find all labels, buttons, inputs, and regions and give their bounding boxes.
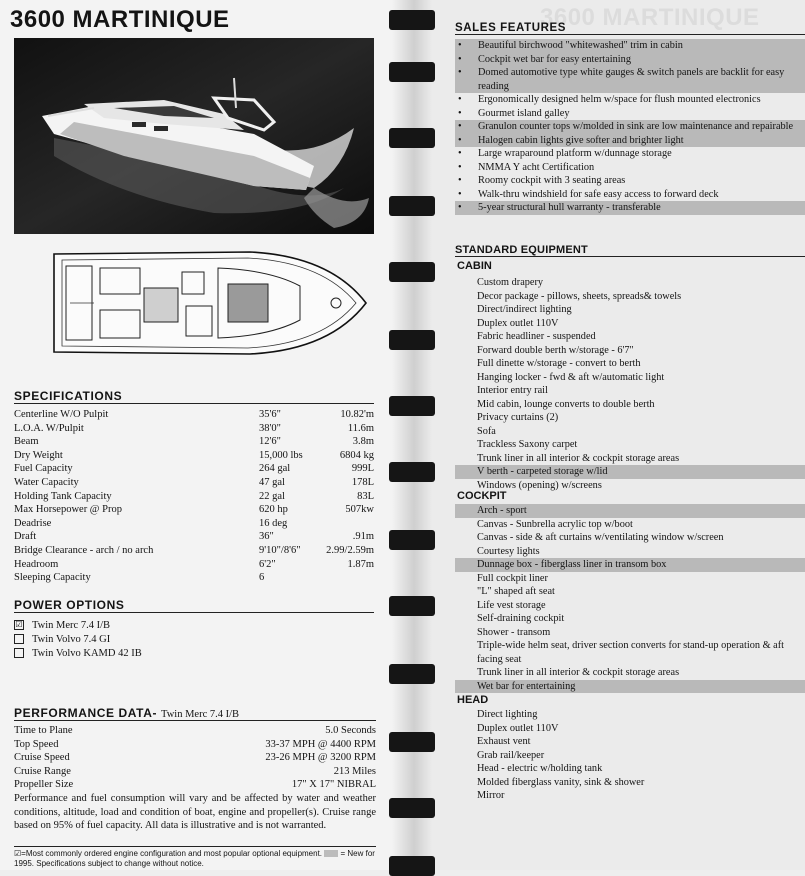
spec-imperial: 6	[259, 572, 265, 584]
spec-label: Bridge Clearance - arch / no arch	[14, 544, 154, 556]
performance-value: 17" X 17" NIBRAL	[291, 779, 376, 791]
performance-label: Time to Plane	[14, 725, 73, 736]
bleed-through-title: 3600 MARTINIQUE	[540, 4, 760, 31]
spec-imperial: 264 gal	[259, 463, 291, 475]
spec-row	[14, 530, 374, 544]
spec-label: Fuel Capacity	[14, 463, 73, 475]
list-item: • Domed automotive type white gauges & switch panels are backlit for easy reading	[455, 66, 805, 93]
list-item: • Walk-thru windshield for safe easy access to forward deck	[455, 188, 805, 202]
list-item: Trunk liner in all interior & cockpit storage areas	[477, 667, 680, 678]
binding-ring	[389, 596, 435, 616]
spec-row	[14, 517, 374, 531]
spec-row	[14, 503, 374, 517]
spec-imperial: 36"	[259, 531, 274, 543]
list-item: Trackless Saxony carpet	[477, 439, 578, 450]
performance-label: Propeller Size	[14, 779, 74, 791]
list-item: Shower - transom	[477, 626, 551, 638]
performance-value: 33-37 MPH @ 4400 RPM	[265, 738, 376, 750]
spec-row	[14, 571, 374, 585]
list-item: Triple-wide helm seat, driver section converts for stand-up operation & aft facing seat	[477, 640, 785, 665]
footnote-text: =Most commonly ordered engine configuration and most popular optional equipment.	[21, 849, 323, 858]
spec-imperial: 22 gal	[259, 490, 285, 502]
spec-metric: 507kw	[345, 504, 374, 516]
spec-label: Dry Weight	[14, 449, 63, 461]
spec-imperial: 9'10"/8'6"	[259, 544, 301, 556]
binding-ring	[389, 396, 435, 416]
spec-label: Water Capacity	[14, 476, 79, 488]
power-options-heading: POWER OPTIONS	[14, 598, 374, 613]
performance-row	[14, 738, 376, 752]
deck-plan-drawing	[50, 246, 368, 360]
list-item: • 5-year structural hull warranty - transferable	[455, 201, 805, 215]
spec-metric	[311, 517, 374, 531]
list-item: Trunk liner in all interior & cockpit storage areas	[477, 452, 680, 464]
list-item: • Beautiful birchwood "whitewashed" trim in cabin	[455, 39, 805, 53]
spec-label: Headroom	[14, 558, 59, 570]
binding-ring	[389, 530, 435, 550]
list-item: Courtesy lights	[477, 545, 540, 557]
spec-label: Centerline W/O Pulpit	[14, 409, 109, 420]
binding-ring	[389, 798, 435, 818]
spec-row	[14, 490, 374, 504]
binding-ring	[389, 62, 435, 82]
performance-label: Top Speed	[14, 738, 59, 750]
list-item: Grab rail/keeper	[477, 749, 545, 761]
performance-value: 213 Miles	[333, 765, 376, 777]
list-item: • Large wraparound platform w/dunnage storage	[455, 147, 805, 161]
spec-row	[14, 462, 374, 476]
list-item: • Granulon counter tops w/molded in sink are low maintenance and repairable	[455, 120, 805, 134]
checkbox-icon	[14, 634, 24, 644]
power-option	[14, 618, 142, 632]
list-item: "L" shaped aft seat	[477, 586, 555, 597]
list-item: Life vest storage	[477, 599, 546, 611]
cockpit-heading: COCKPIT	[457, 490, 507, 502]
spec-row	[14, 449, 374, 463]
list-item: • Cockpit wet bar for easy entertaining	[455, 53, 805, 67]
power-option-label: Twin Volvo KAMD 42 IB	[32, 647, 142, 659]
binding-ring	[389, 462, 435, 482]
spec-metric	[311, 571, 374, 585]
spec-metric: 10.82'm	[340, 409, 374, 420]
list-item: Dunnage box - fiberglass liner in transom box	[455, 558, 805, 572]
list-item: Exhaust vent	[477, 736, 531, 747]
specifications-table	[14, 408, 374, 585]
spec-row	[14, 476, 374, 490]
performance-label: Cruise Speed	[14, 752, 70, 764]
list-item: Direct lighting	[477, 709, 538, 720]
spec-metric: 2.99/2.59m	[326, 544, 374, 556]
list-item: Full cockpit liner	[477, 572, 548, 584]
spec-row	[14, 544, 374, 558]
list-item: Self-draining cockpit	[477, 613, 565, 624]
list-item: V berth - carpeted storage w/lid	[455, 465, 805, 479]
list-item: Mirror	[477, 790, 505, 801]
spec-metric: 999L	[351, 463, 374, 475]
list-item: Duplex outlet 110V	[477, 317, 559, 329]
spec-label: L.O.A. W/Pulpit	[14, 422, 84, 434]
list-item: Arch - sport	[455, 504, 805, 518]
performance-table	[14, 724, 376, 792]
spec-imperial: 12'6"	[259, 436, 281, 448]
list-item: Direct/indirect lighting	[477, 304, 572, 315]
head-list	[455, 708, 805, 803]
spec-imperial: 35'6"	[259, 409, 281, 420]
performance-row	[14, 765, 376, 779]
page-title: 3600 MARTINIQUE	[10, 6, 230, 33]
list-item: Duplex outlet 110V	[477, 722, 559, 734]
spec-imperial: 16 deg	[259, 517, 288, 529]
list-item: Canvas - side & aft curtains w/ventilating window w/screen	[477, 532, 724, 543]
checkbox-checked-icon: ☑	[14, 849, 22, 858]
performance-row	[14, 778, 376, 792]
list-item: Full dinette w/storage - convert to berth	[477, 358, 641, 369]
spec-metric: 1.87m	[347, 558, 374, 570]
list-item: Molded fiberglass vanity, sink & shower	[477, 776, 645, 788]
boat-photo	[14, 38, 374, 234]
list-item: Head - electric w/holding tank	[477, 763, 603, 774]
new-highlight-swatch	[324, 850, 338, 857]
sales-features-list	[455, 39, 805, 215]
list-item: • Roomy cockpit with 3 seating areas	[455, 174, 805, 188]
binding-ring	[389, 10, 435, 30]
spec-label: Draft	[14, 531, 37, 543]
spec-row	[14, 408, 374, 422]
list-item: Interior entry rail	[477, 385, 548, 396]
binding-ring	[389, 856, 435, 876]
footnote-text: = New for 1995. Specifications subject to change without notice.	[14, 849, 375, 868]
binding-ring	[389, 330, 435, 350]
spec-metric: 11.6m	[347, 422, 374, 434]
spec-metric: 178L	[351, 476, 374, 488]
list-item: • Ergonomically designed helm w/space for flush mounted electronics	[455, 93, 805, 107]
list-item: • Gourmet island galley	[455, 107, 805, 121]
spec-imperial: 38'0"	[259, 422, 281, 434]
power-options-list	[14, 618, 142, 660]
spec-label: Beam	[14, 436, 39, 448]
binding-ring	[389, 196, 435, 216]
list-item: Mid cabin, lounge converts to double berth	[477, 398, 655, 410]
list-item: Canvas - Sunbrella acrylic top w/boot	[477, 518, 633, 530]
power-option-label: Twin Merc 7.4 I/B	[32, 619, 111, 631]
spec-label: Max Horsepower @ Prop	[14, 504, 122, 516]
spec-metric: 3.8m	[352, 436, 374, 448]
list-item: Decor package - pillows, sheets, spreads& towels	[477, 290, 682, 302]
spec-imperial: 15,000 lbs	[259, 449, 303, 461]
list-item: Hanging locker - fwd & aft w/automatic light	[477, 371, 665, 383]
list-item: Wet bar for entertaining	[455, 680, 805, 694]
performance-row	[14, 751, 376, 765]
performance-disclaimer: Performance and fuel consumption will vary and be affected by water and weather conditions, altitude, load and condition of boat, engine and propeller(s). Cruise range based on 95% of fuel capacity. All data is illustrative and is not warranted.	[14, 793, 376, 832]
spec-metric: .91m	[352, 531, 374, 543]
standard-equipment-heading: STANDARD EQUIPMENT	[455, 244, 805, 257]
cabin-heading: CABIN	[457, 260, 492, 272]
spec-label: Deadrise	[14, 517, 52, 529]
binding-ring	[389, 262, 435, 282]
list-item: Privacy curtains (2)	[477, 412, 559, 423]
spec-imperial: 620 hp	[259, 504, 288, 516]
spec-row	[14, 558, 374, 572]
checkbox-checked-icon: ☑	[15, 620, 23, 629]
performance-row	[14, 724, 376, 738]
spec-row	[14, 422, 374, 436]
power-option	[14, 632, 142, 646]
cockpit-list	[455, 504, 805, 693]
performance-value: 5.0 Seconds	[325, 725, 376, 736]
list-item: Windows (opening) w/screens	[477, 479, 602, 491]
spec-row	[14, 435, 374, 449]
performance-value: 23-26 MPH @ 3200 RPM	[265, 752, 376, 764]
binding-ring	[389, 732, 435, 752]
power-option	[14, 646, 142, 660]
spec-imperial: 47 gal	[259, 476, 285, 488]
cabin-list	[455, 276, 805, 492]
binding-ring	[389, 128, 435, 148]
binding-ring	[389, 664, 435, 684]
performance-title: PERFORMANCE DATA-	[14, 706, 158, 720]
spec-label: Sleeping Capacity	[14, 572, 91, 584]
list-item: Fabric headliner - suspended	[477, 331, 596, 342]
performance-engine: Twin Merc 7.4 I/B	[161, 709, 240, 720]
performance-label: Cruise Range	[14, 765, 71, 777]
list-item: • NMMA Y acht Certification	[455, 161, 805, 175]
head-heading: HEAD	[457, 694, 489, 706]
sales-features-heading: SALES FEATURES	[455, 22, 805, 35]
spec-imperial: 6'2"	[259, 558, 276, 570]
list-item: Custom drapery	[477, 277, 544, 288]
spec-metric: 83L	[357, 490, 374, 502]
list-item: Forward double berth w/storage - 6'7"	[477, 344, 634, 356]
performance-heading	[14, 706, 376, 721]
checkbox-icon	[14, 648, 24, 658]
list-item: Sofa	[477, 425, 496, 437]
footnote	[14, 846, 376, 869]
power-option-label: Twin Volvo 7.4 GI	[32, 633, 111, 645]
spec-metric: 6804 kg	[339, 449, 374, 461]
specifications-heading: SPECIFICATIONS	[14, 389, 374, 404]
spec-label: Holding Tank Capacity	[14, 490, 112, 502]
list-item: • Halogen cabin lights give softer and brighter light	[455, 134, 805, 148]
